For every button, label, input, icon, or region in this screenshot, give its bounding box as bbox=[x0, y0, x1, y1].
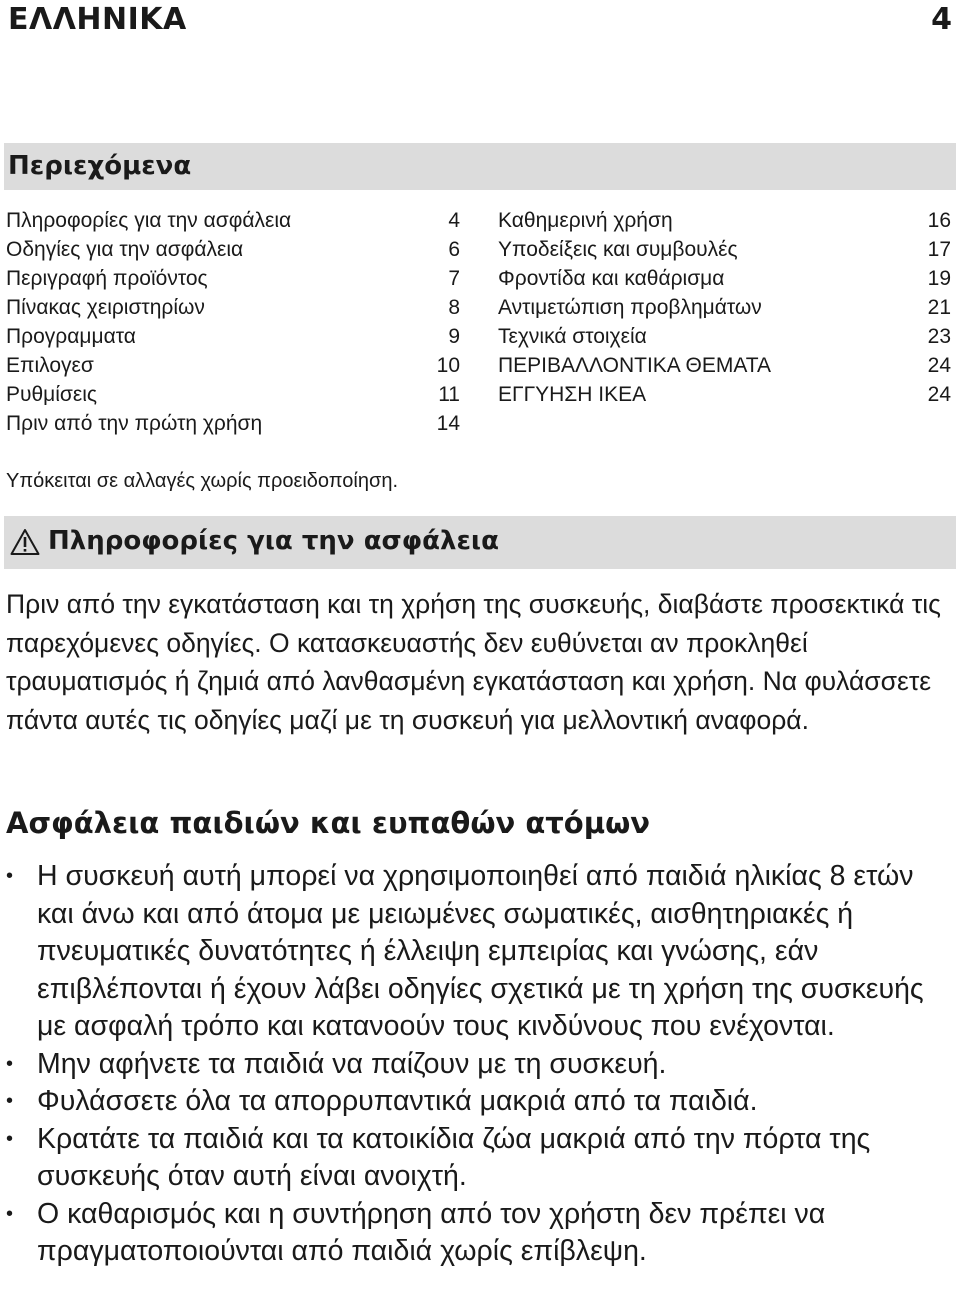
toc-entry[interactable] bbox=[6, 322, 460, 351]
toc-entry-page: 24 bbox=[927, 354, 951, 377]
toc-entry-page: 17 bbox=[927, 238, 951, 261]
toc-entry[interactable] bbox=[6, 380, 460, 409]
toc-entry[interactable] bbox=[498, 293, 951, 322]
toc-entry-page: 21 bbox=[927, 296, 951, 319]
bullet-dot-icon: • bbox=[6, 1202, 14, 1225]
language-header: ΕΛΛΗΝΙΚΑ bbox=[8, 2, 187, 37]
toc-entry-page: 24 bbox=[927, 383, 951, 406]
list-item-text: Η συσκευή αυτή μπορεί να χρησιμοποιηθεί από παιδιά ηλικίας 8 ετών και άνω και από άτομα με μειωμένες σωματικές, αισθητηριακές ή πνευματικές δυνατότητες ή έλλειψη εμπειρίας και γνώσης, εάν επιβλέπονται ή έχουν λάβει οδηγίες σχετικά με τη χρήση της συσκευής με ασφαλή τρόπο και κατανοούν τους κινδύνους που ενέχονται. bbox=[37, 860, 924, 1042]
toc-entry-page: 11 bbox=[438, 383, 460, 406]
toc-entry-page: 4 bbox=[448, 209, 460, 232]
toc-entry[interactable] bbox=[498, 206, 951, 235]
toc-entry-label: Τεχνικά στοιχεία bbox=[498, 325, 647, 348]
subject-to-change-note: Υπόκειται σε αλλαγές χωρίς προειδοποίηση. bbox=[6, 470, 399, 492]
toc-entry-label: Πίνακας χειριστηρίων bbox=[6, 296, 205, 319]
toc-entry-page: 8 bbox=[448, 296, 460, 319]
child-safety-heading: Ασφάλεια παιδιών και ευπαθών ατόμων bbox=[6, 806, 651, 840]
toc-entry-page: 7 bbox=[448, 267, 460, 290]
toc-entry[interactable] bbox=[6, 264, 460, 293]
toc-entry-label: Φροντίδα και καθάρισμα bbox=[498, 267, 725, 290]
list-item-text: Κρατάτε τα παιδιά και τα κατοικίδια ζώα μακριά από την πόρτα της συσκευής όταν αυτή είναι ανοιχτή. bbox=[37, 1122, 871, 1192]
toc-entry[interactable] bbox=[498, 322, 951, 351]
toc-entry-page: 10 bbox=[436, 354, 460, 377]
list-item bbox=[0, 1121, 956, 1196]
toc-entry-label: Ρυθμίσεις bbox=[6, 383, 98, 406]
toc-entry-label: Πριν από την πρώτη χρήση bbox=[6, 412, 263, 435]
contents-title: Περιεχόμενα bbox=[8, 151, 192, 181]
toc-entry-page: 6 bbox=[448, 238, 460, 261]
toc-entry[interactable] bbox=[6, 235, 460, 264]
toc-entry[interactable] bbox=[6, 351, 460, 380]
warning-icon bbox=[10, 528, 40, 556]
toc-entry-label: Πληροφορίες για την ασφάλεια bbox=[6, 209, 292, 232]
toc-entry[interactable] bbox=[6, 409, 460, 438]
bullet-dot-icon: • bbox=[6, 1127, 14, 1150]
toc-entry-label: ΠΕΡΙΒΑΛΛΟΝΤΙΚΑ ΘΕΜΑΤΑ bbox=[498, 354, 772, 377]
bullet-dot-icon: • bbox=[6, 865, 14, 887]
toc-entry[interactable] bbox=[498, 351, 951, 380]
list-item bbox=[0, 858, 956, 1046]
list-item-text: Μην αφήνετε τα παιδιά να παίζουν με τη συσκευή. bbox=[37, 1047, 667, 1080]
toc-entry-label: Περιγραφή προϊόντος bbox=[6, 267, 208, 290]
list-item bbox=[0, 1046, 956, 1084]
toc-entry-page: 19 bbox=[927, 267, 951, 290]
bullet-dot-icon: • bbox=[6, 1052, 14, 1075]
toc-entry-page: 23 bbox=[927, 325, 951, 348]
toc-entry-label: Καθημερινή χρήση bbox=[498, 209, 673, 232]
toc-entry-page: 16 bbox=[927, 209, 951, 232]
page-number: 4 bbox=[931, 2, 952, 37]
bullet-dot-icon: • bbox=[6, 1090, 14, 1112]
safety-section-bar bbox=[4, 516, 956, 569]
list-item-text: Φυλάσσετε όλα τα απορρυπαντικά μακριά από τα παιδιά. bbox=[37, 1085, 758, 1117]
toc-entry[interactable] bbox=[6, 293, 460, 322]
toc-entry-label: Προγραμματα bbox=[6, 325, 136, 348]
list-item-text: Ο καθαρισμός και η συντήρηση από τον χρήστη δεν πρέπει να πραγματοποιούνται από παιδιά χωρίς επίβλεψη. bbox=[37, 1197, 826, 1267]
contents-section-bar bbox=[4, 143, 956, 190]
toc-entry-label: Οδηγίες για την ασφάλεια bbox=[6, 238, 244, 261]
toc-right-column bbox=[498, 206, 951, 409]
toc-entry-label: Επιλογεσ bbox=[6, 354, 94, 377]
toc-entry-label: Υποδείξεις και συμβουλές bbox=[498, 238, 738, 261]
safety-intro-paragraph: Πριν από την εγκατάσταση και τη χρήση της συσκευής, διαβάστε προσεκτικά τις παρεχόμενες οδηγίες. Ο κατασκευαστής δεν ευθύνεται αν προκληθεί τραυματισμός ή ζημιά από λανθασμένη εγκατάσταση και χρήση. Να φυλάσσετε πάντα αυτές τις οδηγίες μαζί με τη συσκευή για μελλοντική αναφορά. bbox=[6, 589, 941, 735]
child-safety-list bbox=[0, 858, 956, 1271]
toc-entry-label: ΕΓΓΥΗΣΗ IKEA bbox=[498, 383, 647, 406]
toc-left-column bbox=[6, 206, 460, 438]
toc-entry[interactable] bbox=[6, 206, 460, 235]
toc-entry-page: 14 bbox=[436, 412, 460, 435]
toc-entry[interactable] bbox=[498, 235, 951, 264]
list-item bbox=[0, 1196, 956, 1271]
toc-entry-label: Αντιμετώπιση προβλημάτων bbox=[498, 296, 762, 319]
toc-entry[interactable] bbox=[498, 264, 951, 293]
list-item bbox=[0, 1083, 956, 1121]
toc-entry-page: 9 bbox=[448, 325, 460, 348]
toc-entry[interactable] bbox=[498, 380, 951, 409]
safety-section-title: Πληροφορίες για την ασφάλεια bbox=[48, 526, 499, 556]
